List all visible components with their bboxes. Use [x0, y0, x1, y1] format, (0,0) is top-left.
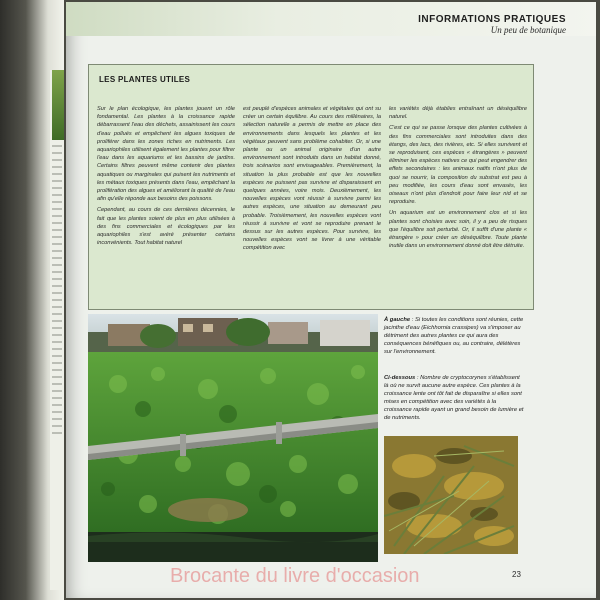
- watermark: Brocante du livre d'occasion: [170, 565, 420, 587]
- caption-left-lead: À gauche: [384, 317, 411, 323]
- paragraph: Cependant, au cours de ces dernières décennies, le fait que les plantes soient de plus en plus utilisées à des fins commerciales et écologiques par les aquariophiles s'est avéré présenter certains inconvénients. Tout habitat naturel: [97, 207, 235, 247]
- paragraph: C'est ce qui se passe lorsque des plantes cultivées à des fins commerciales sont introduites dans des étangs, des lacs, des rivières, etc. Si elles survivent et se reproduisent, ces espèces « étrangères » peuvent éliminer les espèces natives ce qui peut engendrer des effets secondaires : les animaux natifs n'ont plus de quoi se nourrir, la composition du substrat est peu à peu modifiée, les cours d'eau sont envasés, les oiseaux n'ont plus d'endroit pour faire leur nid et se reproduire.: [389, 125, 527, 206]
- page-number: 23: [512, 570, 521, 579]
- caption-below-text: : Nombre de cryptocorynes s'établissent là où ne survit aucune autre espèce. Ces plantes à la croissance lente ont tôt fait de disparaître si elles sont mises en compétition avec des variétés à la croissance rapide ayant un grand besoin de lumière et de nutriments.: [384, 375, 524, 421]
- paragraph: Un aquarium est un environnement clos et si les plantes sont choisies avec soin, il y a peu de risques que l'équilibre soit perturbé. Or, il suffit d'une plante « étrangère » pour créer un déséquilibre. Toute plante inutile dans un environnement donné doit être détruite.: [389, 210, 527, 250]
- running-header-title: INFORMATIONS PRATIQUES: [418, 14, 566, 25]
- facing-page-photo: [52, 70, 64, 140]
- paragraph: est peuplé d'espèces animales et végétales qui ont su créer un certain équilibre. Au cours des millénaires, la sélection naturelle a permis de mettre en place des environnements dans lesquels les plantes et les végétaux peuvent sans problème cohabiter. Or, si une plante ou un animal originaire d'un autre environnement sont introduits dans un habitat donné, trois scénarios sont envisageables. Premièrement, la situation la plus probable est que les nouvelles espèces ne puissent pas survivre et disparaissent en quelques années, voire mois. Deuxièmement, les nouvelles espèces vont réussir à survivre parmi les autres espèces, une situation au demeurant peu probable. Troisièmement, les nouvelles espèces vont réussir à survivre et vont se reproduire prenant le dessus sur les autres espèces. Pour survivre, les nouvelles espèces vont se livrer à une véritable compétition avec: [243, 106, 381, 252]
- sidebar-box: [88, 64, 534, 310]
- cryptocoryne-illustration: [384, 436, 518, 554]
- facing-page-edge: [50, 70, 64, 590]
- text-columns: [97, 105, 527, 303]
- running-header-subtitle: Un peu de botanique: [490, 25, 566, 35]
- text-column-3: [389, 105, 527, 303]
- sidebar-title: LES PLANTES UTILES: [99, 75, 191, 84]
- cryptocoryne-photo: [384, 436, 518, 554]
- book-page: [66, 2, 596, 598]
- paragraph: Sur le plan écologique, les plantes jouent un rôle fondamental. Les plantes à la croissance rapide débarrassent l'eau des déchets, assainissent les cours d'eau pollués et empêchent les algues toxiques de proliférer dans les zones riches en nutriments. Les aquariophiles utilisent également les plantes pour filtrer l'eau dans les aquariums et les bassins de jardins. Certains filtres peuvent même contenir des plantes aquatiques ou marginales qui puisent les nutriments et les métaux toxiques présents dans l'eau, empêchant la prolifération des algues et améliorant la qualité de l'eau afin qu'elle réponde aux besoins des poissons.: [97, 106, 235, 203]
- text-column-2: [243, 105, 381, 303]
- paragraph: les variétés déjà établies entraînant un déséquilibre naturel.: [389, 106, 527, 121]
- text-column-1: [97, 105, 235, 303]
- caption-below: [384, 374, 524, 422]
- caption-left-text: : Si toutes les conditions sont réunies, cette jacinthe d'eau (Eichhornia crassipes) va s'imposer au détriment des autres plantes ce qui aura des conséquences bénéfiques ou, au contraire, délétères sur l'environnement.: [384, 317, 524, 355]
- caption-left: [384, 316, 524, 356]
- water-hyacinth-photo: [88, 314, 378, 562]
- caption-below-lead: Ci-dessous: [384, 375, 416, 381]
- water-hyacinth-illustration: [88, 314, 378, 562]
